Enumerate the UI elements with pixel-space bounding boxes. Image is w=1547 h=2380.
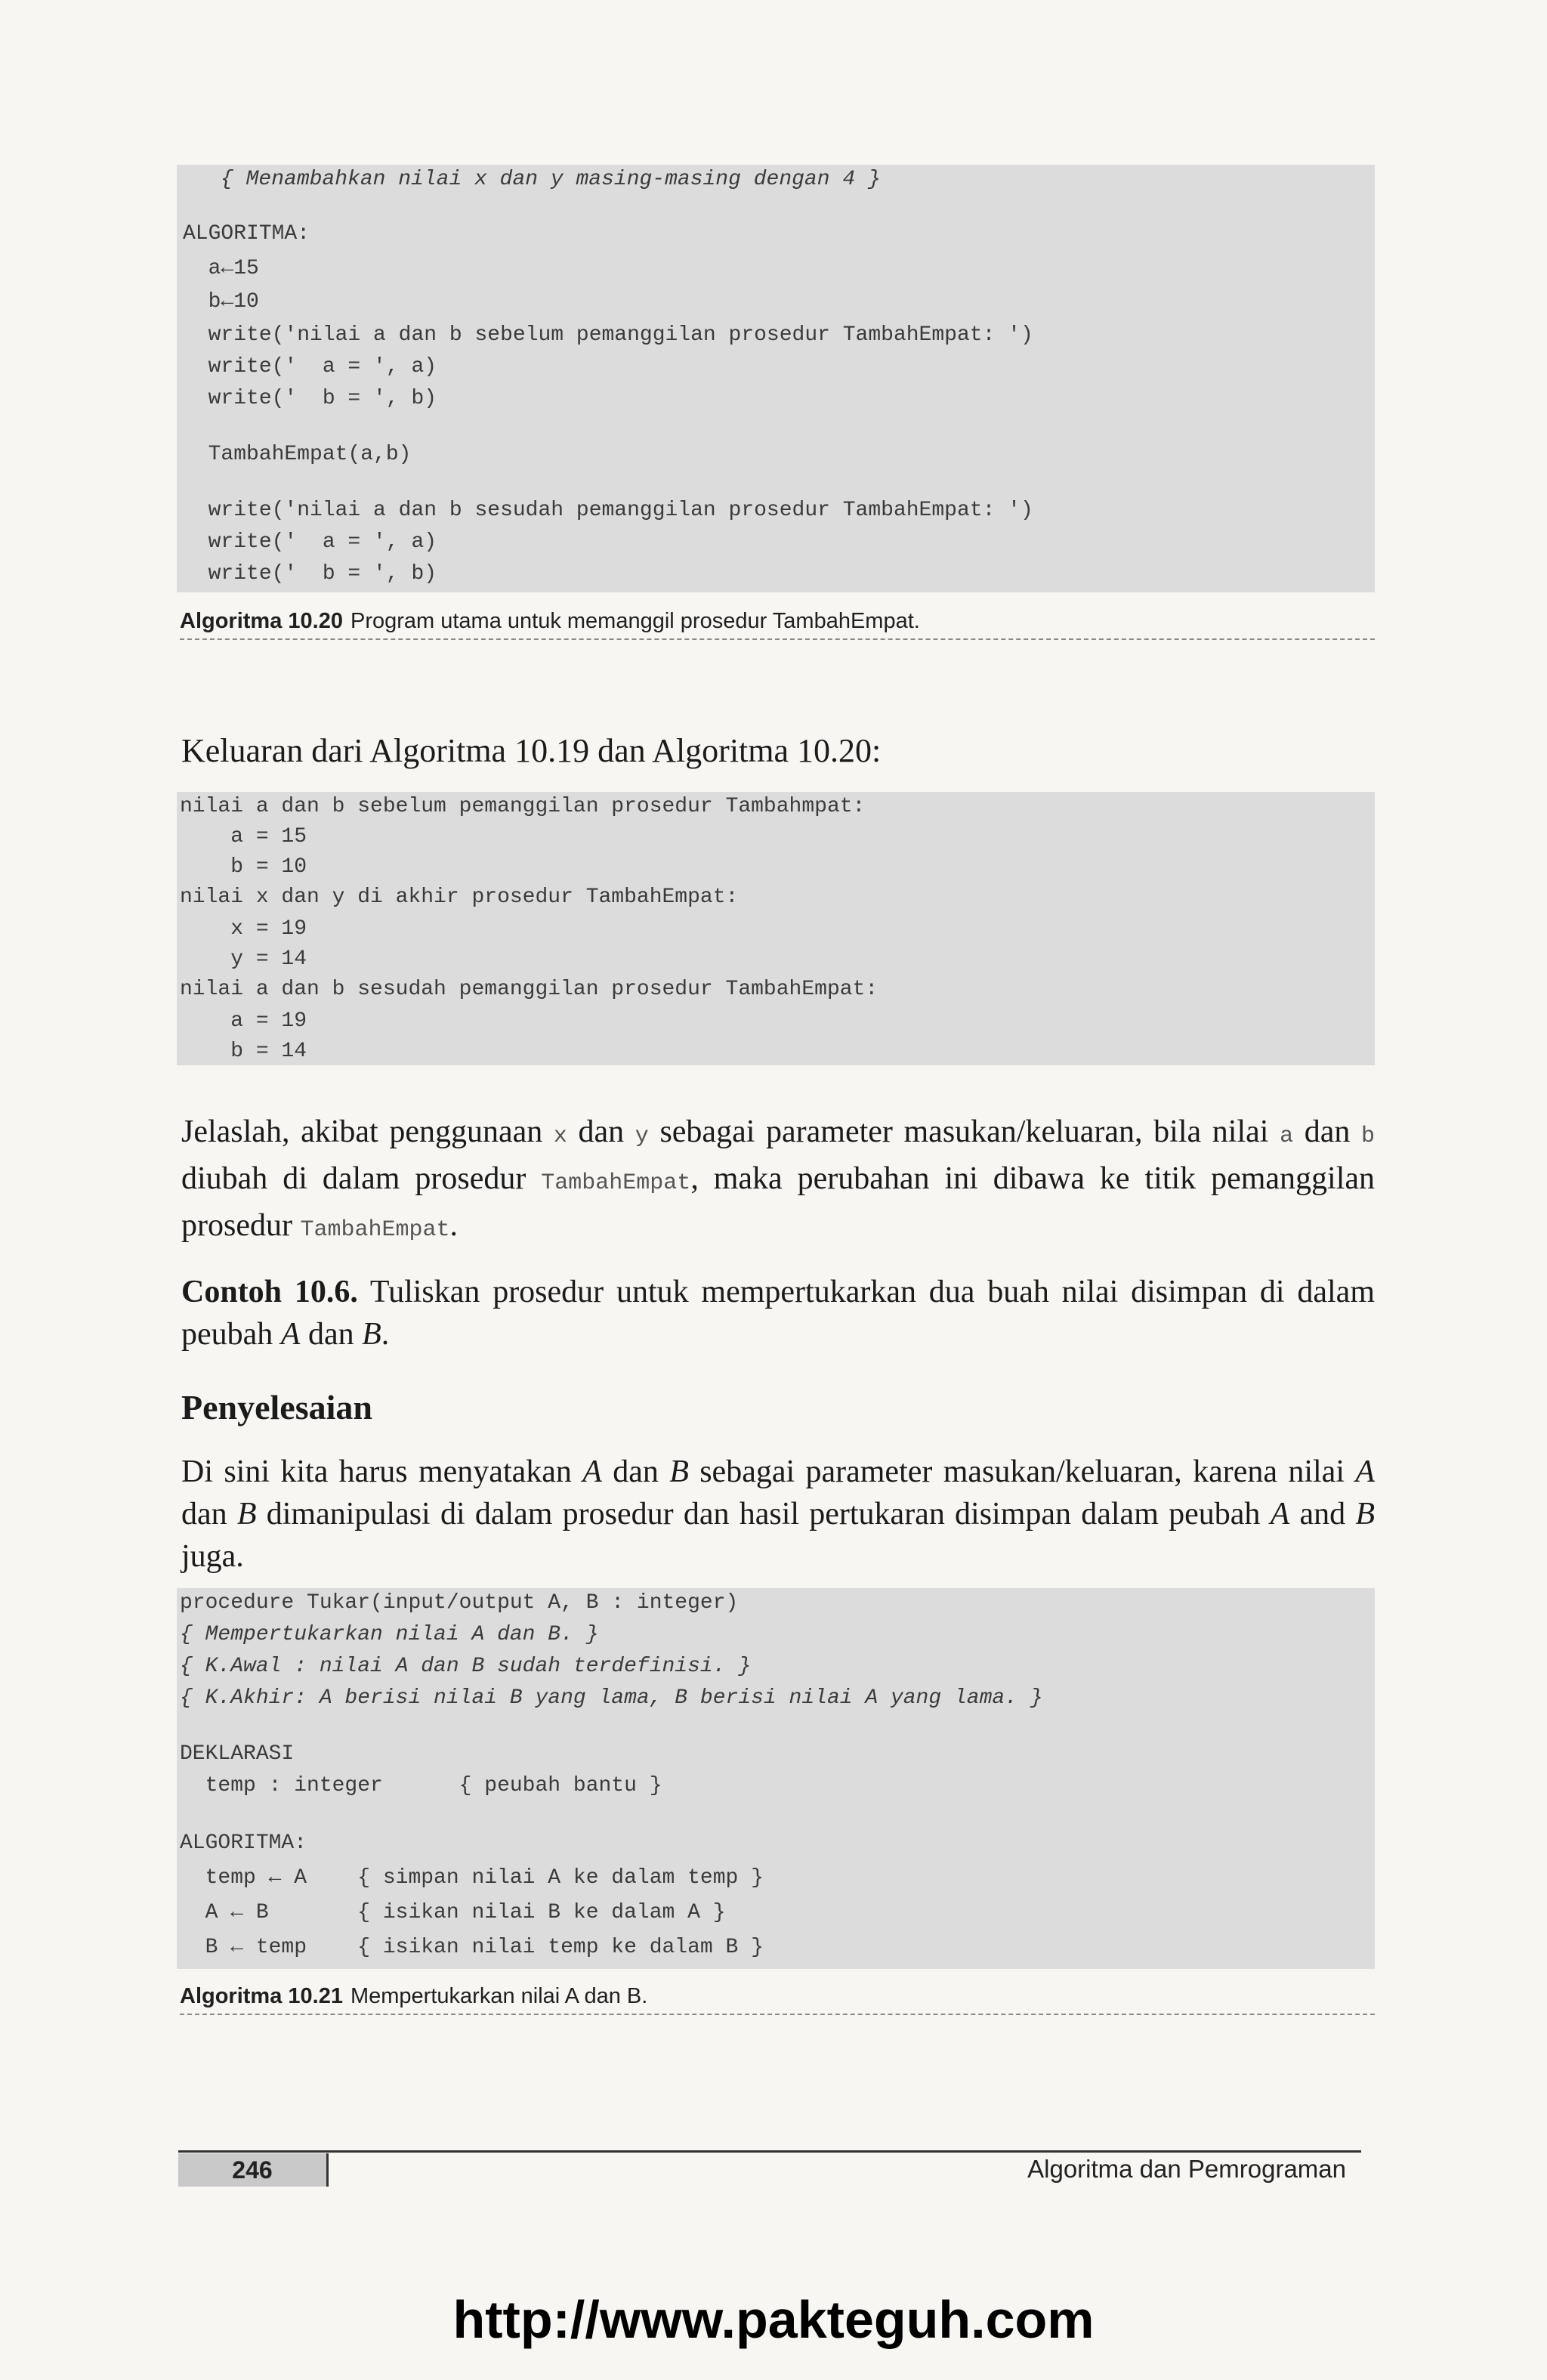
inline-code: b: [1360, 1124, 1375, 1149]
code-line: temp : integer { peubah bantu }: [180, 1774, 662, 1797]
code-line: ALGORITMA:: [180, 1831, 307, 1855]
code-line: { Mempertukarkan nilai A dan B. }: [180, 1623, 599, 1646]
code-line: write(' a = ', a): [183, 530, 437, 554]
caption-algoritma-10-20: [180, 609, 1375, 640]
code-line: b = 10: [180, 855, 307, 879]
inline-code: TambahEmpat: [300, 1217, 450, 1243]
code-block-main-program: [177, 165, 1375, 592]
text-run: juga.: [181, 1539, 244, 1574]
text-run: Jelaslah, akibat penggunaan: [181, 1114, 554, 1149]
variable: B: [236, 1497, 257, 1532]
code-line: { K.Awal : nilai A dan B sudah terdefinisi. }: [180, 1655, 752, 1678]
code-block-tukar: [177, 1588, 1375, 1969]
caption-label: Algoritma 10.20: [180, 609, 343, 633]
code-line: write(' b = ', b): [183, 387, 437, 410]
section-heading: Penyelesaian: [181, 1388, 372, 1426]
variable: B: [669, 1454, 689, 1489]
code-line: nilai a dan b sesudah pemanggilan prosedur TambahEmpat:: [180, 978, 878, 1001]
variable: A: [1270, 1497, 1290, 1532]
example-paragraph: [181, 1271, 1375, 1355]
text-run: sebagai parameter masukan/keluaran, bila nilai: [648, 1114, 1280, 1149]
code-line: B ← temp { isikan nilai temp ke dalam B }: [180, 1936, 764, 1959]
inline-code: x: [553, 1124, 567, 1149]
example-label: Contoh 10.6.: [181, 1275, 358, 1309]
code-line: a←15: [183, 257, 259, 280]
code-line: nilai a dan b sebelum pemanggilan prosedur Tambahmpat:: [180, 795, 866, 818]
text-run: Tuliskan prosedur untuk mempertukarkan dua buah nilai disimpan di dalam peubah: [181, 1275, 1375, 1352]
text-run: and: [1289, 1497, 1356, 1532]
text-run: .: [449, 1208, 459, 1243]
code-line: temp ← A { simpan nilai A ke dalam temp }: [180, 1866, 764, 1890]
text-run: dan: [300, 1317, 363, 1352]
variable: A: [1355, 1454, 1375, 1489]
code-line: { K.Akhir: A berisi nilai B yang lama, B berisi nilai A yang lama. }: [180, 1686, 1043, 1710]
text-run: sebagai parameter masukan/keluaran, karena nilai: [688, 1454, 1356, 1489]
variable: B: [362, 1317, 381, 1352]
inline-code: a: [1280, 1124, 1294, 1149]
code-line: A ← B { isikan nilai B ke dalam A }: [180, 1901, 726, 1924]
variable: A: [582, 1454, 602, 1489]
page-number: 246: [178, 2153, 329, 2187]
code-line: write(' b = ', b): [183, 562, 437, 586]
code-line: DEKLARASI: [180, 1742, 295, 1766]
code-line: TambahEmpat(a,b): [183, 443, 412, 466]
solution-paragraph: [181, 1451, 1375, 1578]
watermark-url: http://www.pakteguh.com: [452, 2290, 1095, 2349]
code-line: a = 19: [180, 1009, 307, 1033]
text-run: , maka perubahan ini dibawa ke titik pemanggilan prosedur: [181, 1161, 1376, 1243]
code-line: nilai x dan y di akhir prosedur TambahEmpat:: [180, 886, 739, 909]
footer-book-title: Algoritma dan Pemrograman: [1027, 2155, 1346, 2183]
code-line: write('nilai a dan b sesudah pemanggilan prosedur TambahEmpat: '): [183, 499, 1033, 522]
inline-code: TambahEmpat: [541, 1170, 691, 1196]
caption-text: Mempertukarkan nilai A dan B.: [350, 1984, 648, 2008]
code-line: ALGORITMA:: [183, 222, 310, 246]
code-line: write('nilai a dan b sebelum pemanggilan prosedur TambahEmpat: '): [183, 323, 1033, 347]
output-intro-paragraph: Keluaran dari Algoritma 10.19 dan Algoritma 10.20:: [181, 732, 882, 769]
inline-code: y: [635, 1124, 649, 1149]
text-run: dan: [567, 1114, 635, 1149]
caption-label: Algoritma 10.21: [180, 1984, 343, 2008]
code-line: procedure Tukar(input/output A, B : integer): [180, 1591, 739, 1615]
text-run: dimanipulasi di dalam prosedur dan hasil pertukaran disimpan dalam peubah: [256, 1497, 1271, 1532]
text-run: diubah di dalam prosedur: [181, 1161, 542, 1196]
variable: A: [280, 1317, 301, 1352]
code-line: y = 14: [180, 947, 307, 971]
code-line: { Menambahkan nilai x dan y masing-masing dengan 4 }: [221, 168, 881, 191]
text-run: dan: [1293, 1114, 1361, 1149]
caption-text: Program utama untuk memanggil prosedur TambahEmpat.: [350, 609, 920, 633]
caption-algoritma-10-21: [180, 1984, 1375, 2015]
footer-rule: [178, 2150, 1361, 2153]
code-line: x = 19: [180, 917, 307, 941]
code-line: write(' a = ', a): [183, 355, 437, 379]
text-run: Di sini kita harus menyatakan: [181, 1454, 583, 1489]
explanation-paragraph: [181, 1111, 1375, 1251]
code-line: a = 15: [180, 825, 307, 848]
text-run: dan: [181, 1497, 237, 1532]
code-line: b←10: [183, 290, 259, 314]
text-run: .: [381, 1317, 390, 1352]
code-line: b = 14: [180, 1040, 307, 1063]
variable: B: [1355, 1497, 1375, 1532]
code-block-output: [177, 792, 1375, 1065]
text-run: dan: [601, 1454, 670, 1489]
